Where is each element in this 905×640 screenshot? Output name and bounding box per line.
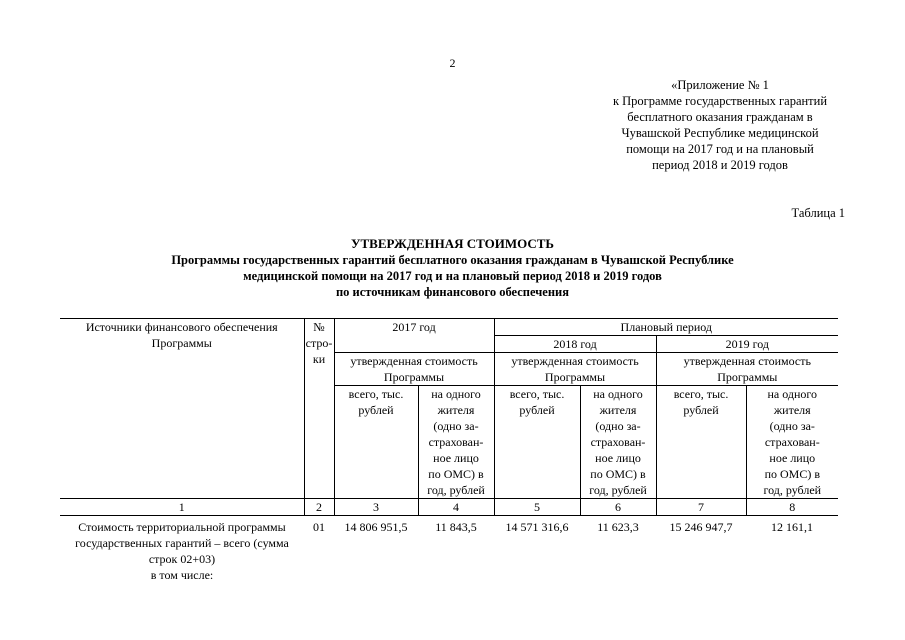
appendix-line: «Приложение № 1 — [671, 78, 769, 92]
header-total-2018: всего, тыс. рублей — [494, 386, 580, 499]
value-2017-per-resident: 11 843,5 — [435, 520, 477, 534]
subheading: в том числе: — [150, 568, 214, 582]
col-number: 2 — [304, 499, 334, 516]
appendix-note — [590, 77, 850, 173]
appendix-line: период 2018 и 2019 годов — [652, 158, 788, 172]
title-line: по источникам финансового обеспечения — [335, 285, 570, 299]
header-total-2019: всего, тыс. рублей — [656, 386, 746, 499]
title-main: УТВЕРЖДЕННАЯ СТОИМОСТЬ — [350, 236, 555, 251]
header-approved-cost-2019: утвержденная стоимость Программы — [656, 353, 838, 386]
header-per-resident-2017: на одного жителя (одно за- страхован- ное лицо по ОМС) в год, рублей — [418, 386, 494, 499]
header-2019: 2019 год — [656, 336, 838, 353]
header-source: Источники финансового обеспечения Программы — [60, 319, 304, 499]
row-label: Стоимость территориальной программы государственных гарантий – всего (сумма строк 02+03) — [75, 520, 289, 566]
value-2019-per-resident: 12 161,1 — [771, 520, 814, 534]
col-number: 8 — [746, 499, 838, 516]
appendix-line: помощи на 2017 год и на плановый — [626, 142, 814, 156]
col-number: 6 — [580, 499, 656, 516]
title-line: медицинской помощи на 2017 год и на плановый период 2018 и 2019 годов — [243, 269, 662, 283]
col-number: 1 — [60, 499, 304, 516]
header-approved-cost-2018: утвержденная стоимость Программы — [494, 353, 656, 386]
cost-table — [60, 318, 838, 583]
document-title — [0, 236, 905, 300]
header-2017: 2017 год — [334, 319, 494, 353]
header-per-resident-2019: на одного жителя (одно за- страхован- ное лицо по ОМС) в год, рублей — [763, 387, 822, 497]
column-number-row — [60, 499, 838, 516]
header-approved-cost-2017: утвержденная стоимость Программы — [334, 353, 494, 386]
col-number: 4 — [418, 499, 494, 516]
value-2019-total: 15 246 947,7 — [669, 520, 733, 534]
appendix-line: Чувашской Республике медицинской — [621, 126, 819, 140]
header-line-number: № стро- ки — [304, 319, 334, 499]
appendix-line: бесплатного оказания гражданам в — [627, 110, 813, 124]
page-number: 2 — [449, 56, 456, 70]
col-number: 5 — [494, 499, 580, 516]
header-row-1 — [60, 319, 838, 336]
col-number: 7 — [656, 499, 746, 516]
header-2018: 2018 год — [494, 336, 656, 353]
header-total-2017: всего, тыс. рублей — [334, 386, 418, 499]
table-label: Таблица 1 — [791, 206, 845, 220]
header-per-resident-2018: на одного жителя (одно за- страхован- ное лицо по ОМС) в год, рублей — [580, 386, 656, 499]
title-line: Программы государственных гарантий бесплатного оказания гражданам в Чувашской Республике — [171, 253, 734, 267]
appendix-line: к Программе государственных гарантий — [612, 94, 828, 108]
row-line-number: 01 — [313, 520, 325, 534]
header-planned-period: Плановый период — [494, 319, 838, 336]
value-2018-total: 14 571 316,6 — [505, 520, 569, 534]
table-row — [60, 516, 838, 568]
value-2017-total: 14 806 951,5 — [344, 520, 408, 534]
col-number: 3 — [334, 499, 418, 516]
subheading-row — [60, 567, 838, 583]
value-2018-per-resident: 11 623,3 — [597, 520, 639, 534]
